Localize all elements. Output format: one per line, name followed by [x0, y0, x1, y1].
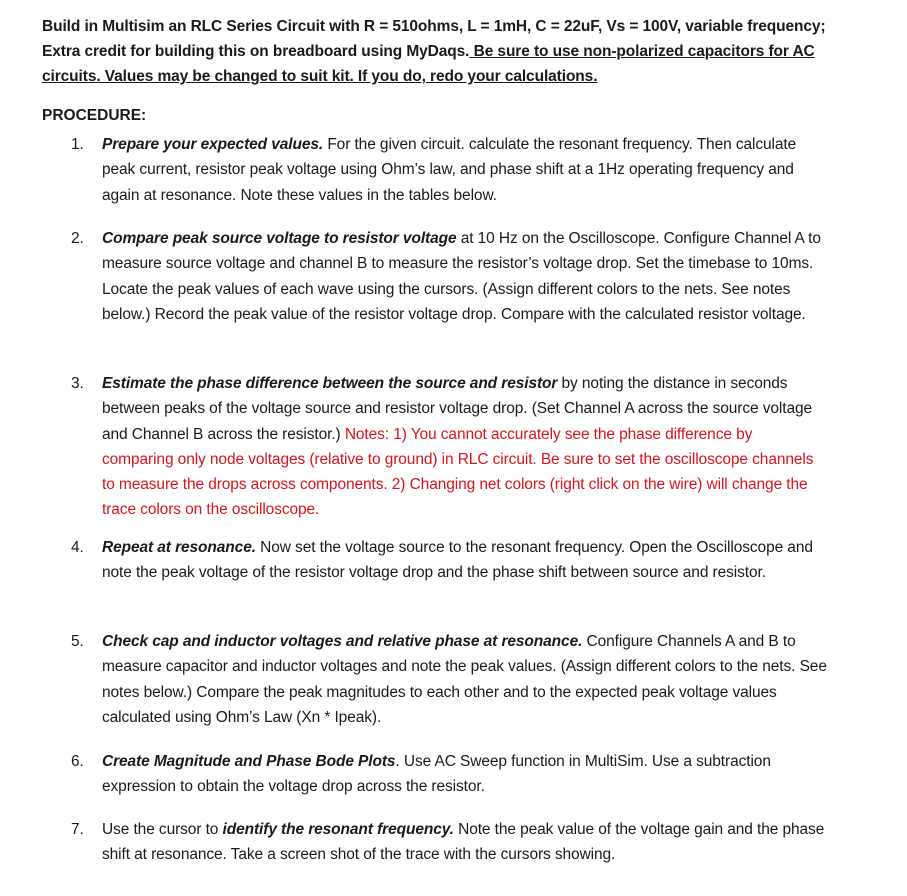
- step-note-red: Notes: 1) You cannot accurately see the phase difference by comparing only node voltages (relative to ground) in RLC circuit. Be sure to set the oscilloscope channels to measure the drops across components. 2) Changing net colors (right click on the wire) will change the trace colors on the oscilloscope.: [102, 425, 814, 519]
- procedure-step-1: [71, 132, 827, 208]
- step-body: Configure Channels A and B to measure capacitor and inductor voltages and note the peak values. (Assign different colors to the nets. See notes below.) Compare the peak magnitudes to each other and to the expected peak voltage values calculated using Ohm’s Law (Xn * Ipeak).: [102, 633, 827, 726]
- step-body: Note the peak value of the voltage gain and the phase shift at resonance. Take a screen shot of the trace with the cursors showing.: [102, 821, 825, 864]
- step-title: Create Magnitude and Phase Bode Plots: [102, 753, 396, 770]
- assignment-intro: [42, 14, 842, 89]
- step-body: by noting the distance in seconds between peaks of the voltage source and resistor voltage drop. (Set Channel A across the source voltage and Channel B across the resistor.): [102, 375, 813, 443]
- step-pre: Use the cursor to: [102, 821, 223, 838]
- step-body: . Use AC Sweep function in MultiSim. Use a subtraction expression to obtain the voltage drop across the resistor.: [102, 753, 771, 796]
- intro-underlined-text: Be sure to use non-polarized capacitors for AC circuits. Values may be changed to suit kit. If you do, redo your calculations.: [42, 43, 815, 85]
- step-number: 4.: [71, 539, 84, 556]
- procedure-heading: PROCEDURE:: [42, 107, 147, 124]
- step-number: 7.: [71, 821, 84, 838]
- step-title: Check cap and inductor voltages and relative phase at resonance.: [102, 633, 583, 650]
- procedure-step-6: [71, 749, 827, 800]
- step-title: Estimate the phase difference between the source and resistor: [102, 375, 558, 392]
- step-number: 5.: [71, 633, 84, 650]
- step-title: identify the resonant frequency.: [222, 821, 454, 838]
- procedure-step-5: [71, 629, 827, 730]
- step-title: Repeat at resonance.: [102, 539, 256, 556]
- step-body: For the given circuit. calculate the resonant frequency. Then calculate peak current, resistor peak voltage using Ohm’s law, and phase shift at a 1Hz operating frequency and again at resonance. Note these values in the tables below.: [102, 136, 797, 204]
- procedure-step-4: [71, 535, 827, 586]
- intro-text: Build in Multisim an RLC Series Circuit with R = 510ohms, L = 1mH, C = 22uF, Vs = 100V, variable frequency; Extra credit for building this on breadboard using MyDaqs.: [42, 18, 826, 60]
- step-number: 3.: [71, 375, 84, 392]
- procedure-step-7: [71, 817, 827, 868]
- step-title: Compare peak source voltage to resistor voltage: [102, 230, 457, 247]
- step-title: Prepare your expected values.: [102, 136, 324, 153]
- procedure-step-2: [71, 226, 827, 327]
- step-body: Now set the voltage source to the resonant frequency. Open the Oscilloscope and note the peak voltage of the resistor voltage drop and the phase shift between source and resistor.: [102, 539, 813, 582]
- procedure-step-3: [71, 371, 827, 523]
- step-number: 2.: [71, 230, 84, 247]
- step-body: at 10 Hz on the Oscilloscope. Configure Channel A to measure source voltage and channel B to measure the resistor’s voltage drop. Set the timebase to 10ms. Locate the peak values of each wave using the cursors. (Assign different colors to the nets. See notes below.) Record the peak value of the resistor voltage drop. Compare with the calculated resistor voltage.: [102, 230, 821, 323]
- step-number: 1.: [71, 136, 84, 153]
- step-number: 6.: [71, 753, 84, 770]
